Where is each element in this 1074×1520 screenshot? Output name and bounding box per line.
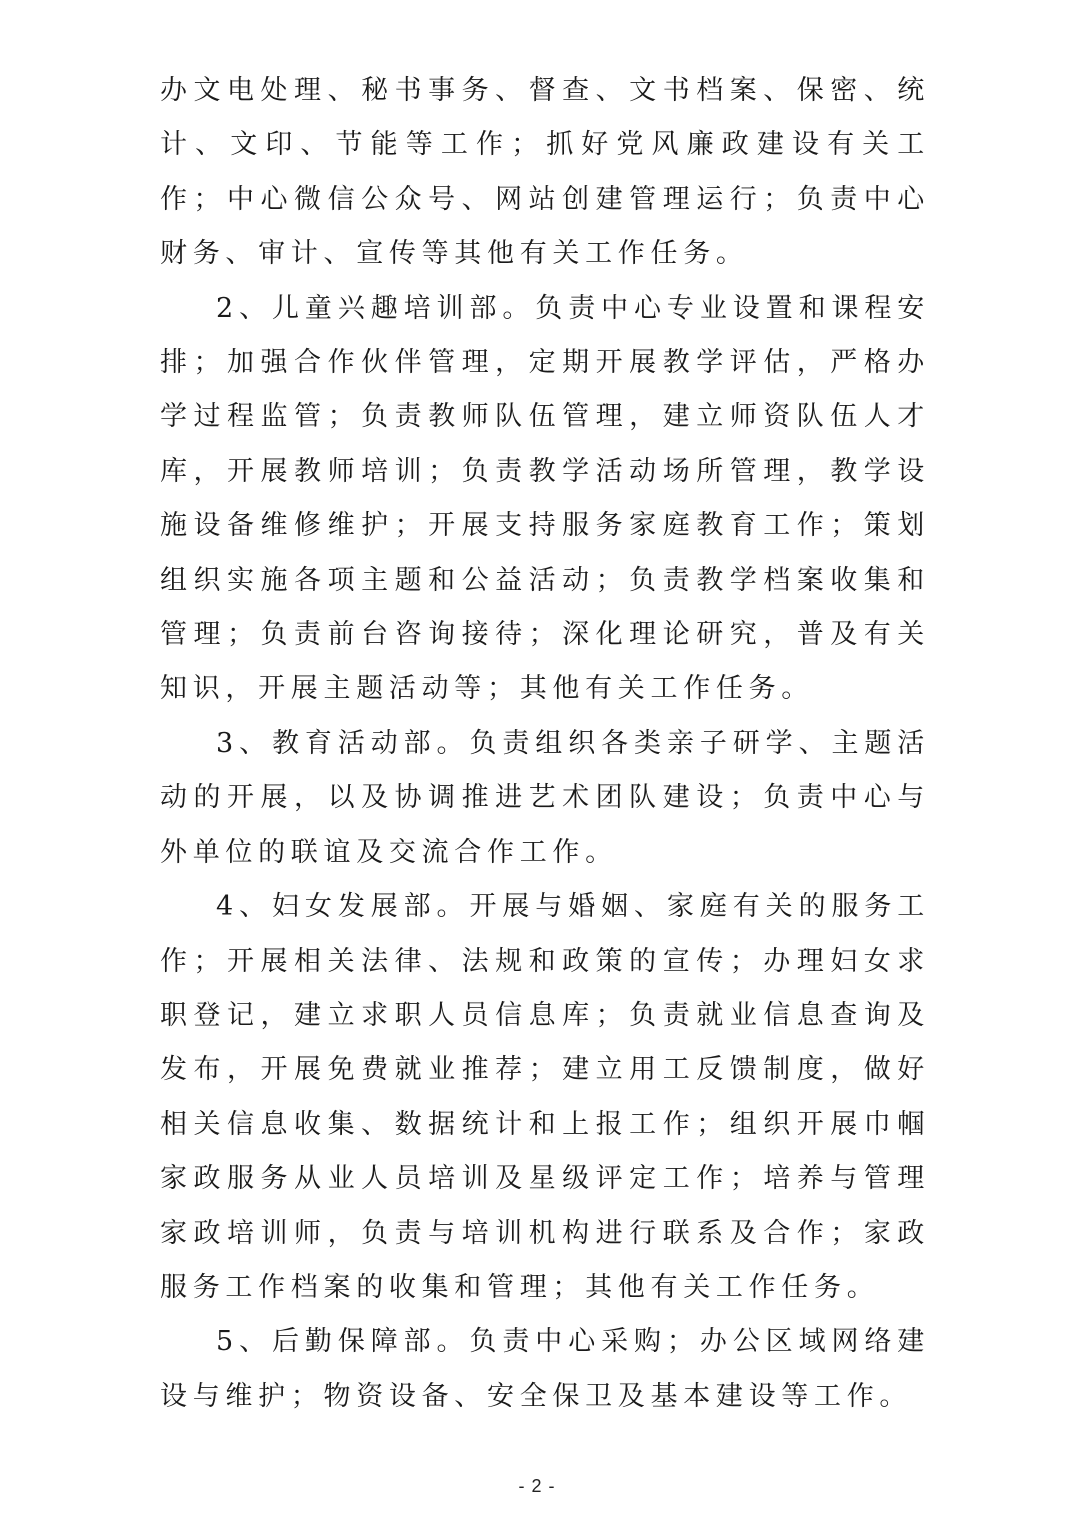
paragraph-children-training-dept: 2、儿童兴趣培训部。负责中心专业设置和课程安排；加强合作伙伴管理，定期开展教学评估，严格办学过程监管；负责教师队伍管理，建立师资队伍人才库，开展教师培训；负责教学活动场所管理，教学设施设备维修维护；开展支持服务家庭教育工作；策划组织实施各项主题和公益活动；负责教学档案收集和管理；负责前台咨询接待；深化理论研究，普及有关知识，开展主题活动等；其他有关工作任务。 — [160, 292, 930, 705]
paragraph-women-development-dept: 4、妇女发展部。开展与婚姻、家庭有关的服务工作；开展相关法律、法规和政策的宣传；办理妇女求职登记，建立求职人员信息库；负责就业信息查询及发布，开展免费就业推荐；建立用工反馈制度，做好相关信息收集、数据统计和上报工作；组织开展巾帼家政服务从业人员培训及星级评定工作；培养与管理家政培训师，负责与培训机构进行联系及合作；家政服务工作档案的收集和管理；其他有关工作任务。 — [160, 891, 930, 1303]
document-body — [160, 64, 930, 1424]
paragraph-office-duties: 办文电处理、秘书事务、督查、文书档案、保密、统计、文印、节能等工作；抓好党风廉政建设有关工作；中心微信公众号、网站创建管理运行；负责中心财务、审计、宣传等其他有关工作任务。 — [160, 75, 930, 270]
page-number: - 2 - — [518, 1476, 556, 1496]
paragraph-logistics-dept: 5、后勤保障部。负责中心采购；办公区域网络建设与维护；物资设备、安全保卫及基本建设等工作。 — [160, 1326, 930, 1412]
paragraph-education-activities-dept: 3、教育活动部。负责组织各类亲子研学、主题活动的开展，以及协调推进艺术团队建设；负责中心与外单位的联谊及交流合作工作。 — [160, 727, 930, 868]
